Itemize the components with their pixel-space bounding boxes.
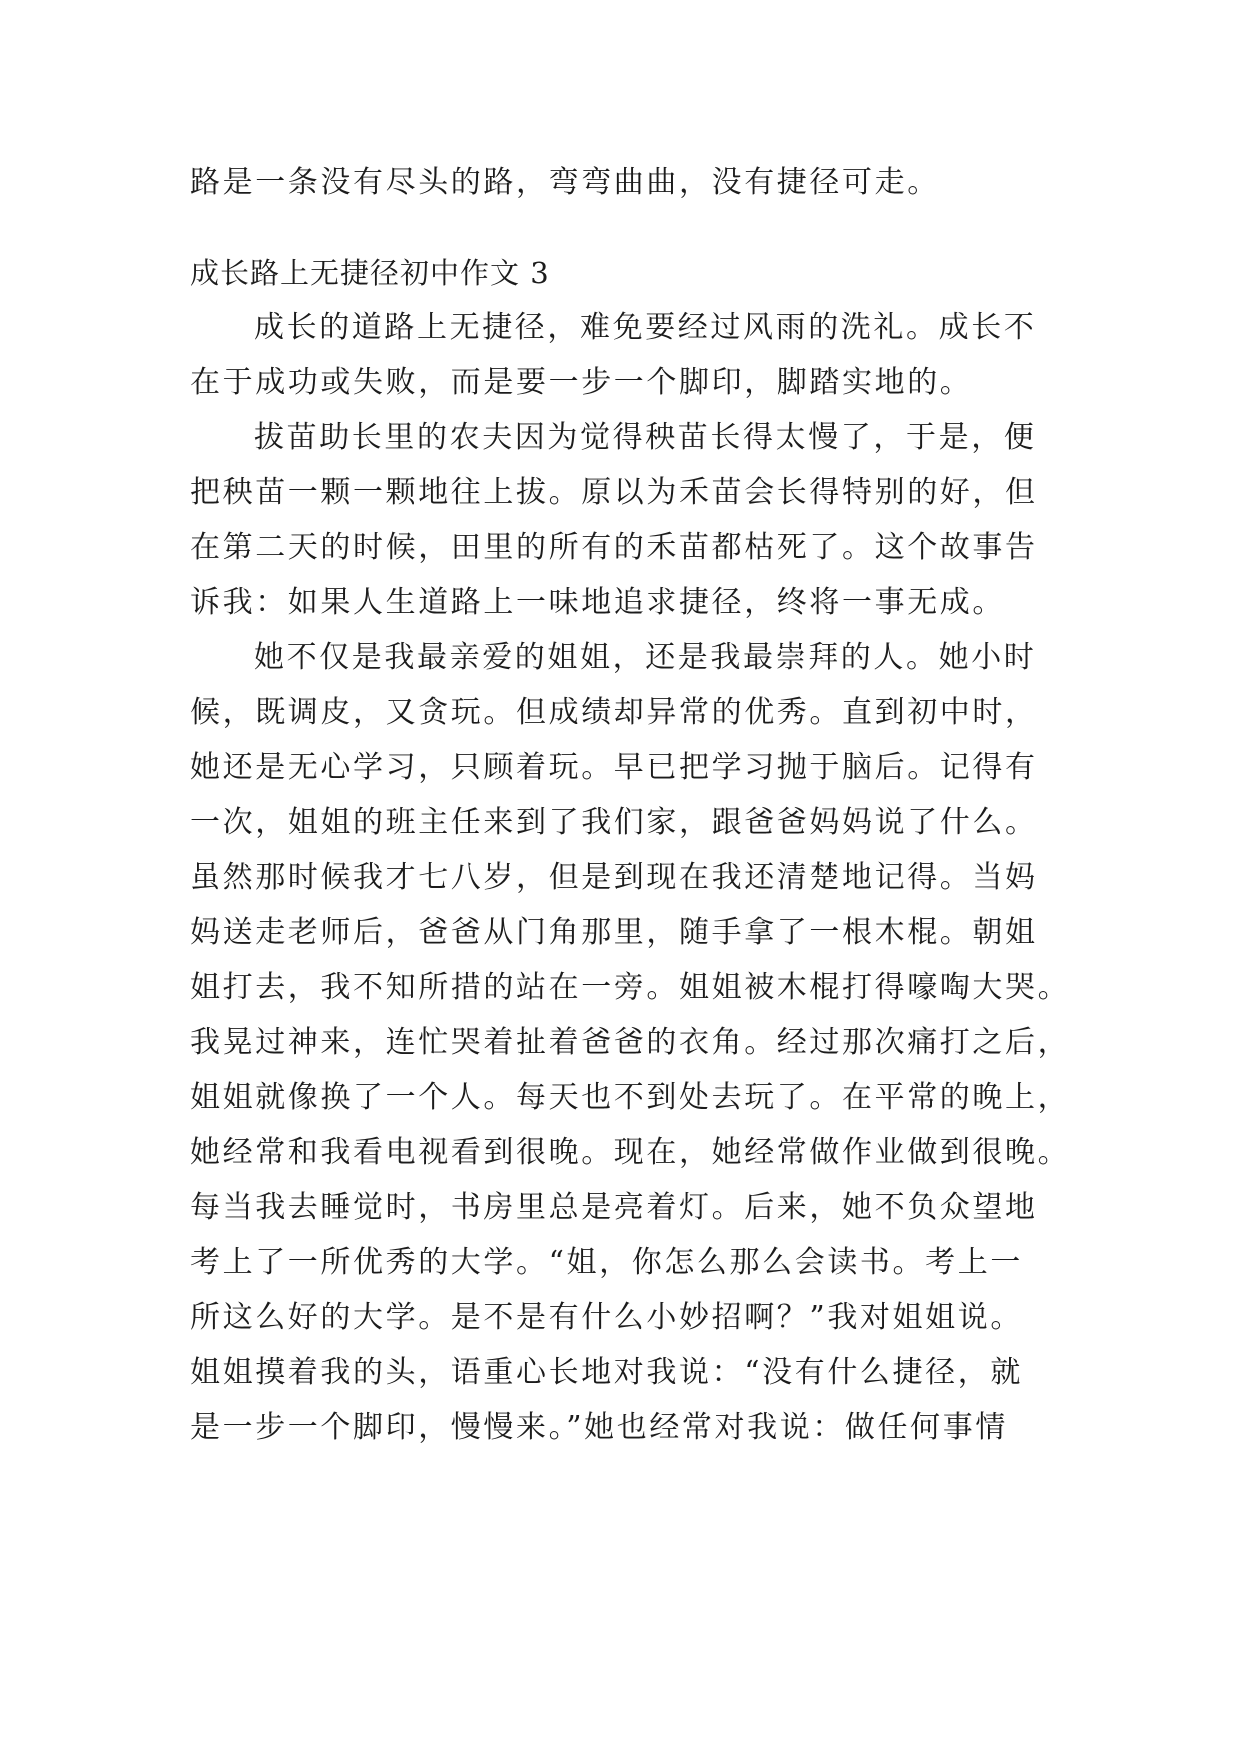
paragraph-line: 虽然那时候我才七八岁，但是到现在我还清楚地记得。当妈 <box>190 860 1038 895</box>
paragraph-line: 妈送走老师后，爸爸从门角那里，随手拿了一根木棍。朝姐 <box>190 915 1038 950</box>
intro-line: 路是一条没有尽头的路，弯弯曲曲，没有捷径可走。 <box>190 165 940 200</box>
paragraph-line: 候，既调皮，又贪玩。但成绩却异常的优秀。直到初中时， <box>190 695 1038 730</box>
paragraph-line: 每当我去睡觉时，书房里总是亮着灯。后来，她不负众望地 <box>190 1190 1038 1225</box>
paragraph-line: 拔苗助长里的农夫因为觉得秧苗长得太慢了，于是，便 <box>254 420 1037 455</box>
section-title: 成长路上无捷径初中作文 3 <box>190 256 550 290</box>
paragraph-line: 在于成功或失败，而是要一步一个脚印，脚踏实地的。 <box>190 365 973 400</box>
paragraph-line: 姐姐摸着我的头，语重心长地对我说：“没有什么捷径，就 <box>190 1355 1023 1390</box>
paragraph-line: 姐打去，我不知所措的站在一旁。姐姐被木棍打得嚎啕大哭。 <box>190 970 1071 1005</box>
paragraph-line: 考上了一所优秀的大学。“姐，你怎么那么会读书。考上一 <box>190 1245 1023 1280</box>
paragraph-line: 把秧苗一颗一颗地往上拔。原以为禾苗会长得特别的好，但 <box>190 475 1038 510</box>
paragraph-line: 我晃过神来，连忙哭着扯着爸爸的衣角。经过那次痛打之后， <box>190 1025 1071 1060</box>
paragraph-line: 所这么好的大学。是不是有什么小妙招啊？”我对姐姐说。 <box>190 1300 1023 1335</box>
paragraph-line: 是一步一个脚印，慢慢来。”她也经常对我说：做任何事情 <box>190 1410 1008 1445</box>
paragraph-line: 一次，姐姐的班主任来到了我们家，跟爸爸妈妈说了什么。 <box>190 805 1038 840</box>
paragraph-line: 她经常和我看电视看到很晚。现在，她经常做作业做到很晚。 <box>190 1135 1071 1170</box>
paragraph-line: 她还是无心学习，只顾着玩。早已把学习抛于脑后。记得有 <box>190 750 1038 785</box>
paragraph-line: 姐姐就像换了一个人。每天也不到处去玩了。在平常的晚上， <box>190 1080 1071 1115</box>
paragraph-line: 在第二天的时候，田里的所有的禾苗都枯死了。这个故事告 <box>190 530 1038 565</box>
paragraph-line: 她不仅是我最亲爱的姐姐，还是我最崇拜的人。她小时 <box>254 640 1037 675</box>
paragraph-line: 成长的道路上无捷径，难免要经过风雨的洗礼。成长不 <box>254 310 1037 345</box>
paragraph-line: 诉我：如果人生道路上一味地追求捷径，终将一事无成。 <box>190 585 1005 620</box>
